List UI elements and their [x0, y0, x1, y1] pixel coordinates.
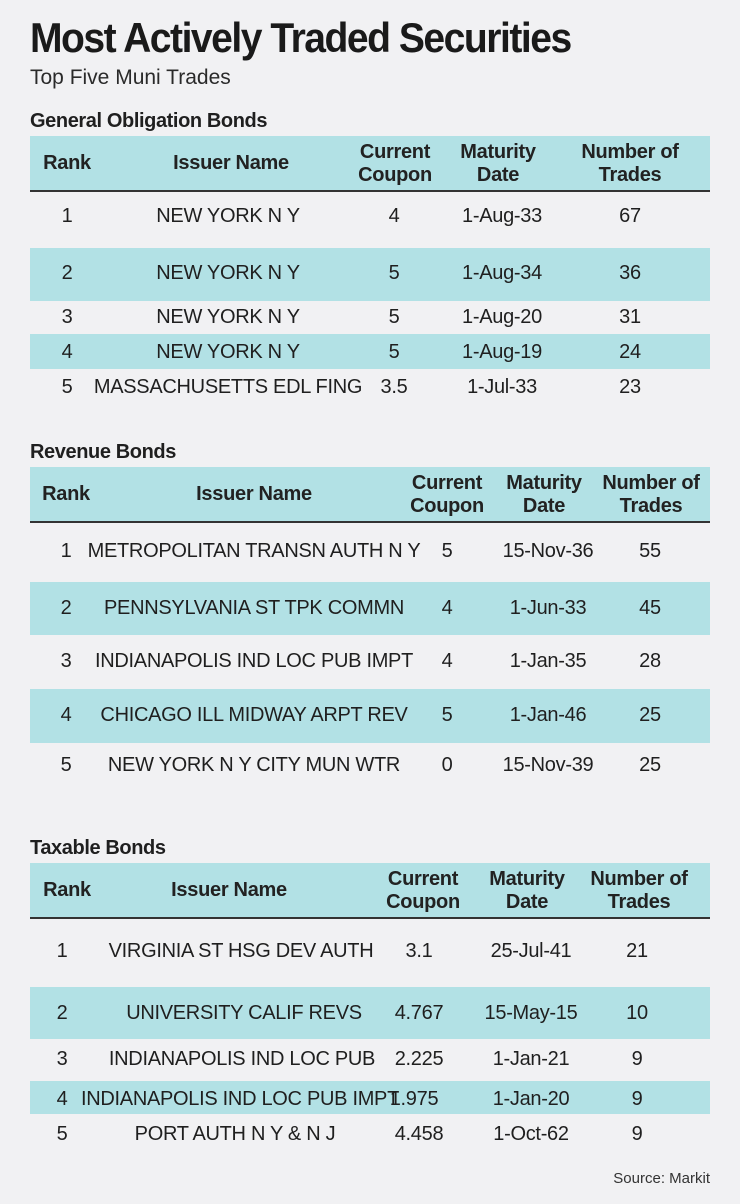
- cell-trades: 25: [639, 754, 661, 776]
- cell-coupon: 4.458: [394, 1123, 444, 1145]
- cell-maturity: 15-May-15: [484, 1002, 578, 1024]
- cell-rank: 3: [61, 306, 73, 328]
- cell-rank: 2: [61, 262, 73, 284]
- cell-issuer: PORT AUTH N Y & N J: [134, 1123, 336, 1145]
- row-highlight: [30, 248, 710, 301]
- cell-rank: 4: [60, 704, 72, 726]
- column-header-trades-line1: Number of: [581, 141, 679, 163]
- column-header-maturity-line1: Maturity: [489, 868, 565, 890]
- cell-maturity: 1-Jan-35: [509, 650, 587, 672]
- column-header-maturity-line2: Date: [476, 164, 520, 186]
- column-header-coupon-line2: Coupon: [358, 164, 432, 186]
- cell-issuer: MASSACHUSETTS EDL FING: [93, 376, 363, 398]
- cell-coupon: 5: [441, 540, 453, 562]
- page-title: Most Actively Traded Securities: [30, 14, 571, 61]
- column-header-maturity-line2: Date: [522, 495, 566, 517]
- cell-trades: 9: [631, 1123, 643, 1145]
- column-header-trades-line2: Trades: [619, 495, 683, 517]
- column-header-rank: Rank: [43, 152, 91, 174]
- source-credit: Source: Markit: [613, 1170, 710, 1187]
- cell-maturity: 15-Nov-36: [502, 540, 594, 562]
- cell-trades: 9: [631, 1048, 643, 1070]
- cell-maturity: 1-Jul-33: [467, 376, 537, 398]
- column-header-trades-line2: Trades: [607, 891, 671, 913]
- column-header-issuer: Issuer Name: [171, 879, 287, 901]
- cell-issuer: NEW YORK N Y: [156, 341, 300, 363]
- section-title-revenue: Revenue Bonds: [30, 441, 176, 463]
- cell-trades: 23: [619, 376, 641, 398]
- cell-rank: 4: [61, 341, 73, 363]
- cell-issuer: NEW YORK N Y: [156, 205, 300, 227]
- column-header-maturity-line1: Maturity: [460, 141, 536, 163]
- cell-issuer: INDIANAPOLIS IND LOC PUB IMPT: [94, 650, 414, 672]
- cell-trades: 36: [619, 262, 641, 284]
- cell-rank: 3: [60, 650, 72, 672]
- cell-trades: 55: [639, 540, 661, 562]
- cell-rank: 2: [60, 597, 72, 619]
- cell-trades: 21: [626, 940, 648, 962]
- cell-maturity: 1-Jun-33: [509, 597, 587, 619]
- column-header-coupon-line2: Coupon: [386, 891, 460, 913]
- cell-maturity: 1-Jan-21: [492, 1048, 570, 1070]
- cell-rank: 5: [56, 1123, 68, 1145]
- cell-coupon: 5: [441, 704, 453, 726]
- cell-issuer: VIRGINIA ST HSG DEV AUTH: [108, 940, 374, 962]
- cell-maturity: 1-Oct-62: [493, 1123, 569, 1145]
- cell-rank: 5: [60, 754, 72, 776]
- row-highlight: [30, 334, 710, 369]
- cell-issuer: METROPOLITAN TRANSN AUTH N Y: [87, 540, 421, 562]
- cell-rank: 4: [56, 1088, 68, 1110]
- cell-coupon: 4: [441, 597, 453, 619]
- column-header-issuer: Issuer Name: [196, 483, 312, 505]
- cell-trades: 67: [619, 205, 641, 227]
- column-header-coupon-line1: Current: [387, 868, 459, 890]
- cell-maturity: 25-Jul-41: [490, 940, 572, 962]
- cell-issuer: UNIVERSITY CALIF REVS: [126, 1002, 362, 1024]
- cell-rank: 2: [56, 1002, 68, 1024]
- cell-issuer: NEW YORK N Y: [156, 262, 300, 284]
- column-header-rank: Rank: [43, 879, 91, 901]
- cell-coupon: 3.1: [405, 940, 433, 962]
- cell-rank: 5: [61, 376, 73, 398]
- cell-trades: 31: [619, 306, 641, 328]
- column-header-maturity-line1: Maturity: [506, 472, 582, 494]
- column-header-trades-line2: Trades: [598, 164, 662, 186]
- section-title-general-obligation: General Obligation Bonds: [30, 110, 268, 132]
- column-header-rank: Rank: [42, 483, 90, 505]
- cell-maturity: 1-Aug-34: [462, 262, 542, 284]
- page-subtitle: Top Five Muni Trades: [30, 66, 231, 89]
- column-header-trades-line1: Number of: [602, 472, 700, 494]
- cell-rank: 3: [56, 1048, 68, 1070]
- cell-maturity: 1-Aug-19: [462, 341, 542, 363]
- cell-rank: 1: [61, 205, 73, 227]
- cell-maturity: 1-Jan-46: [509, 704, 587, 726]
- cell-coupon: 5: [388, 262, 400, 284]
- cell-issuer: PENNSYLVANIA ST TPK COMMN: [104, 597, 404, 619]
- cell-maturity: 1-Aug-33: [462, 205, 542, 227]
- cell-trades: 45: [639, 597, 661, 619]
- cell-coupon: 4: [441, 650, 453, 672]
- cell-maturity: 1-Aug-20: [462, 306, 542, 328]
- cell-trades: 24: [619, 341, 641, 363]
- cell-rank: 1: [56, 940, 68, 962]
- cell-coupon: 1.975: [389, 1088, 439, 1110]
- cell-trades: 10: [626, 1002, 648, 1024]
- cell-coupon: 0: [441, 754, 453, 776]
- column-header-coupon-line1: Current: [411, 472, 483, 494]
- cell-maturity: 15-Nov-39: [502, 754, 594, 776]
- column-header-issuer: Issuer Name: [173, 152, 289, 174]
- cell-trades: 28: [639, 650, 661, 672]
- cell-issuer: NEW YORK N Y CITY MUN WTR: [107, 754, 401, 776]
- cell-issuer: INDIANAPOLIS IND LOC PUB: [108, 1048, 376, 1070]
- cell-maturity: 1-Jan-20: [492, 1088, 570, 1110]
- cell-coupon: 5: [388, 341, 400, 363]
- column-header-coupon-line2: Coupon: [410, 495, 484, 517]
- cell-trades: 25: [639, 704, 661, 726]
- cell-rank: 1: [60, 540, 72, 562]
- cell-issuer: NEW YORK N Y: [156, 306, 300, 328]
- cell-trades: 9: [631, 1088, 643, 1110]
- section-title-taxable: Taxable Bonds: [30, 837, 166, 859]
- cell-issuer: INDIANAPOLIS IND LOC PUB IMPT: [80, 1088, 400, 1110]
- cell-coupon: 3.5: [380, 376, 408, 398]
- column-header-coupon-line1: Current: [359, 141, 431, 163]
- cell-issuer: CHICAGO ILL MIDWAY ARPT REV: [100, 704, 408, 726]
- column-header-maturity-line2: Date: [505, 891, 549, 913]
- cell-coupon: 2.225: [394, 1048, 444, 1070]
- cell-coupon: 5: [388, 306, 400, 328]
- cell-coupon: 4: [388, 205, 400, 227]
- cell-coupon: 4.767: [394, 1002, 444, 1024]
- column-header-trades-line1: Number of: [590, 868, 688, 890]
